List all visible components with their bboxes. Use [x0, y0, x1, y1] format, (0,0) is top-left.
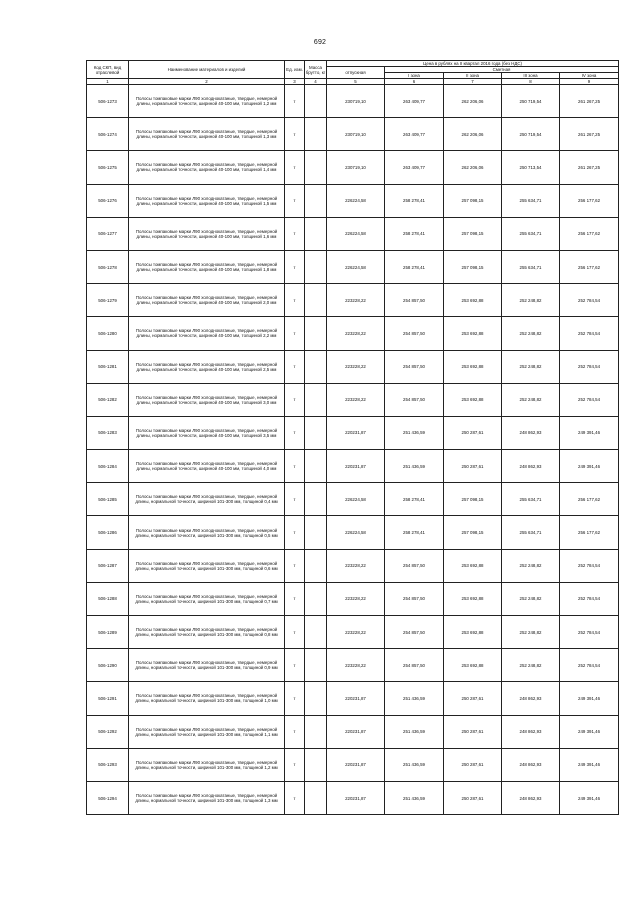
row-zone-1-price: 258 278,41: [385, 516, 444, 549]
row-release-price: 226224,58: [327, 483, 385, 516]
row-unit: т: [285, 184, 305, 217]
table-row: [87, 317, 619, 350]
row-zone-1-price: 263 409,77: [385, 151, 444, 184]
row-name: Полосы томпаковые марки Л90 холоднокатаные, твердые, немерной длины, нормальной точности, шириной 101-300 мм, толщиной 0,7 мм: [129, 582, 285, 615]
row-name: Полосы томпаковые марки Л90 холоднокатаные, твердые, немерной длины, нормальной точности, шириной 101-300 мм, толщиной 1,2 мм: [129, 748, 285, 781]
table-row: [87, 748, 619, 781]
table-row: [87, 616, 619, 649]
column-number: 5: [327, 79, 385, 85]
row-unit: т: [285, 118, 305, 151]
row-zone-3-price: 248 862,93: [502, 682, 560, 715]
row-mass: [305, 317, 327, 350]
row-zone-2-price: 257 098,15: [444, 184, 502, 217]
row-zone-4-price: 252 784,54: [560, 317, 619, 350]
row-mass: [305, 582, 327, 615]
row-zone-3-price: 255 634,71: [502, 184, 560, 217]
row-name: Полосы томпаковые марки Л90 холоднокатаные, твердые, немерной длины, нормальной точности, шириной 101-300 мм, толщиной 0,6 мм: [129, 549, 285, 582]
row-unit: т: [285, 582, 305, 615]
row-zone-4-price: 256 177,62: [560, 184, 619, 217]
table-header: [87, 61, 619, 85]
row-unit: т: [285, 383, 305, 416]
column-number: 3: [285, 79, 305, 85]
row-unit: т: [285, 748, 305, 781]
header-estimate: Сметная: [385, 67, 619, 73]
row-release-price: 220231,87: [327, 781, 385, 814]
table-row: [87, 217, 619, 250]
row-mass: [305, 383, 327, 416]
row-zone-2-price: 250 287,61: [444, 450, 502, 483]
row-zone-2-price: 253 692,88: [444, 616, 502, 649]
row-code: 506-1287: [87, 549, 129, 582]
table-row: [87, 516, 619, 549]
row-code: 506-1279: [87, 284, 129, 317]
row-zone-2-price: 253 692,88: [444, 317, 502, 350]
table-row: [87, 184, 619, 217]
row-mass: [305, 715, 327, 748]
header-zone-1: I зона: [385, 73, 444, 79]
row-unit: т: [285, 416, 305, 449]
row-mass: [305, 748, 327, 781]
row-mass: [305, 516, 327, 549]
row-name: Полосы томпаковые марки Л90 холоднокатаные, твердые, немерной длины, нормальной точности, шириной 40-100 мм, толщиной 3,0 мм: [129, 383, 285, 416]
table-row: [87, 483, 619, 516]
row-zone-4-price: 256 177,62: [560, 516, 619, 549]
row-code: 506-1294: [87, 781, 129, 814]
row-zone-2-price: 257 098,15: [444, 250, 502, 283]
row-release-price: 223228,22: [327, 383, 385, 416]
table-row: [87, 781, 619, 814]
row-zone-1-price: 251 436,59: [385, 715, 444, 748]
column-number: 1: [87, 79, 129, 85]
row-zone-4-price: 261 267,25: [560, 85, 619, 118]
row-zone-3-price: 250 719,54: [502, 85, 560, 118]
row-mass: [305, 549, 327, 582]
row-zone-4-price: 252 784,54: [560, 649, 619, 682]
column-number: 8: [502, 79, 560, 85]
table-row: [87, 649, 619, 682]
row-mass: [305, 217, 327, 250]
row-code: 506-1277: [87, 217, 129, 250]
row-zone-4-price: 249 391,46: [560, 715, 619, 748]
row-mass: [305, 250, 327, 283]
row-zone-3-price: 252 248,82: [502, 317, 560, 350]
row-zone-4-price: 252 784,54: [560, 549, 619, 582]
row-code: 506-1288: [87, 582, 129, 615]
row-name: Полосы томпаковые марки Л90 холоднокатаные, твердые, немерной длины, нормальной точности, шириной 40-100 мм, толщиной 3,5 мм: [129, 416, 285, 449]
row-code: 506-1275: [87, 151, 129, 184]
row-zone-3-price: 248 862,93: [502, 715, 560, 748]
row-release-price: 220231,87: [327, 682, 385, 715]
row-zone-1-price: 251 436,59: [385, 416, 444, 449]
row-zone-1-price: 251 436,59: [385, 450, 444, 483]
row-zone-3-price: 252 248,82: [502, 616, 560, 649]
row-unit: т: [285, 649, 305, 682]
row-unit: т: [285, 85, 305, 118]
row-zone-2-price: 253 692,88: [444, 383, 502, 416]
header-zone-4: IV зона: [560, 73, 619, 79]
row-unit: т: [285, 217, 305, 250]
header-price-group: Цена в рублях на II квартал 2016 года (без НДС): [327, 61, 619, 67]
row-unit: т: [285, 549, 305, 582]
row-zone-1-price: 263 409,77: [385, 85, 444, 118]
table-row: [87, 85, 619, 118]
row-code: 506-1281: [87, 350, 129, 383]
row-zone-4-price: 256 177,62: [560, 250, 619, 283]
row-code: 506-1280: [87, 317, 129, 350]
row-unit: т: [285, 450, 305, 483]
table-row: [87, 151, 619, 184]
row-zone-2-price: 257 098,15: [444, 483, 502, 516]
row-zone-2-price: 250 287,61: [444, 715, 502, 748]
row-release-price: 223228,22: [327, 616, 385, 649]
row-zone-1-price: 254 857,50: [385, 582, 444, 615]
row-name: Полосы томпаковые марки Л90 холоднокатаные, твердые, немерной длины, нормальной точности, шириной 40-100 мм, толщиной 2,0 мм: [129, 284, 285, 317]
row-zone-3-price: 255 634,71: [502, 217, 560, 250]
row-code: 506-1278: [87, 250, 129, 283]
row-mass: [305, 450, 327, 483]
row-release-price: 230719,10: [327, 151, 385, 184]
row-release-price: 226224,58: [327, 184, 385, 217]
column-number: 6: [385, 79, 444, 85]
row-name: Полосы томпаковые марки Л90 холоднокатаные, твердые, немерной длины, нормальной точности, шириной 101-300 мм, толщиной 1,0 мм: [129, 682, 285, 715]
header-name: Наименование материалов и изделий: [129, 61, 285, 79]
table-row: [87, 715, 619, 748]
table-row: [87, 682, 619, 715]
row-zone-2-price: 257 098,15: [444, 516, 502, 549]
row-name: Полосы томпаковые марки Л90 холоднокатаные, твердые, немерной длины, нормальной точности, шириной 101-300 мм, толщиной 1,3 мм: [129, 781, 285, 814]
row-zone-1-price: 263 409,77: [385, 118, 444, 151]
row-zone-2-price: 257 098,15: [444, 217, 502, 250]
row-zone-3-price: 252 248,82: [502, 350, 560, 383]
row-name: Полосы томпаковые марки Л90 холоднокатаные, твердые, немерной длины, нормальной точности, шириной 40-100 мм, толщиной 2,2 мм: [129, 317, 285, 350]
row-name: Полосы томпаковые марки Л90 холоднокатаные, твердые, немерной длины, нормальной точности, шириной 40-100 мм, толщиной 1,5 мм: [129, 184, 285, 217]
header-zone-3: III зона: [502, 73, 560, 79]
header-mass: Масса брутто, кг: [305, 61, 327, 79]
row-zone-4-price: 252 784,54: [560, 582, 619, 615]
row-name: Полосы томпаковые марки Л90 холоднокатаные, твердые, немерной длины, нормальной точности, шириной 40-100 мм, толщиной 1,6 мм: [129, 217, 285, 250]
column-number: 7: [444, 79, 502, 85]
row-mass: [305, 184, 327, 217]
row-zone-2-price: 262 206,06: [444, 118, 502, 151]
table-row: [87, 450, 619, 483]
table-row: [87, 549, 619, 582]
row-zone-2-price: 250 287,61: [444, 682, 502, 715]
row-release-price: 223228,22: [327, 549, 385, 582]
row-mass: [305, 682, 327, 715]
row-unit: т: [285, 350, 305, 383]
row-code: 506-1286: [87, 516, 129, 549]
row-unit: т: [285, 151, 305, 184]
row-zone-3-price: 248 862,93: [502, 416, 560, 449]
row-name: Полосы томпаковые марки Л90 холоднокатаные, твердые, немерной длины, нормальной точности, шириной 101-300 мм, толщиной 0,8 мм: [129, 616, 285, 649]
column-number: 2: [129, 79, 285, 85]
row-zone-2-price: 262 206,06: [444, 85, 502, 118]
row-zone-2-price: 250 287,61: [444, 781, 502, 814]
row-zone-4-price: 249 391,46: [560, 781, 619, 814]
row-zone-4-price: 252 784,54: [560, 383, 619, 416]
row-zone-2-price: 250 287,61: [444, 748, 502, 781]
table-body: [87, 85, 619, 815]
row-release-price: 223228,22: [327, 582, 385, 615]
row-code: 506-1276: [87, 184, 129, 217]
row-zone-1-price: 258 278,41: [385, 184, 444, 217]
row-name: Полосы томпаковые марки Л90 холоднокатаные, твердые, немерной длины, нормальной точности, шириной 101-300 мм, толщиной 0,9 мм: [129, 649, 285, 682]
row-zone-3-price: 252 248,82: [502, 582, 560, 615]
row-zone-4-price: 252 784,54: [560, 350, 619, 383]
row-unit: т: [285, 715, 305, 748]
table-row: [87, 582, 619, 615]
row-name: Полосы томпаковые марки Л90 холоднокатаные, твердые, немерной длины, нормальной точности, шириной 40-100 мм, толщиной 2,5 мм: [129, 350, 285, 383]
header-release: отпускная: [327, 67, 385, 79]
row-unit: т: [285, 250, 305, 283]
header-zone-2: II зона: [444, 73, 502, 79]
row-zone-1-price: 254 857,50: [385, 649, 444, 682]
row-zone-4-price: 249 391,46: [560, 416, 619, 449]
header-code: Код СКП, вид отраслевой: [87, 61, 129, 79]
row-release-price: 220231,87: [327, 416, 385, 449]
row-release-price: 220231,87: [327, 748, 385, 781]
row-zone-4-price: 256 177,62: [560, 483, 619, 516]
row-release-price: 230719,10: [327, 118, 385, 151]
row-zone-1-price: 254 857,50: [385, 317, 444, 350]
row-zone-3-price: 252 248,82: [502, 383, 560, 416]
row-release-price: 220231,87: [327, 450, 385, 483]
row-code: 506-1274: [87, 118, 129, 151]
table-row: [87, 383, 619, 416]
row-release-price: 223228,22: [327, 284, 385, 317]
row-release-price: 223228,22: [327, 649, 385, 682]
row-zone-3-price: 252 248,82: [502, 284, 560, 317]
row-mass: [305, 118, 327, 151]
row-zone-2-price: 253 692,88: [444, 284, 502, 317]
row-unit: т: [285, 781, 305, 814]
row-release-price: 220231,87: [327, 715, 385, 748]
row-code: 506-1290: [87, 649, 129, 682]
row-zone-4-price: 261 267,25: [560, 151, 619, 184]
column-number: 9: [560, 79, 619, 85]
row-mass: [305, 483, 327, 516]
table-row: [87, 416, 619, 449]
row-name: Полосы томпаковые марки Л90 холоднокатаные, твердые, немерной длины, нормальной точности, шириной 101-300 мм, толщиной 1,1 мм: [129, 715, 285, 748]
row-zone-2-price: 253 692,88: [444, 582, 502, 615]
row-unit: т: [285, 317, 305, 350]
row-zone-3-price: 248 862,93: [502, 748, 560, 781]
row-code: 506-1291: [87, 682, 129, 715]
row-zone-2-price: 262 206,06: [444, 151, 502, 184]
row-unit: т: [285, 682, 305, 715]
row-zone-4-price: 256 177,62: [560, 217, 619, 250]
row-code: 506-1292: [87, 715, 129, 748]
table-row: [87, 284, 619, 317]
row-mass: [305, 151, 327, 184]
row-unit: т: [285, 483, 305, 516]
row-zone-3-price: 250 713,54: [502, 151, 560, 184]
row-unit: т: [285, 616, 305, 649]
row-code: 506-1283: [87, 416, 129, 449]
row-zone-3-price: 250 719,54: [502, 118, 560, 151]
row-zone-1-price: 251 436,59: [385, 781, 444, 814]
row-release-price: 226224,58: [327, 217, 385, 250]
table-row: [87, 350, 619, 383]
row-zone-1-price: 251 436,59: [385, 682, 444, 715]
row-zone-4-price: 252 784,54: [560, 616, 619, 649]
row-zone-1-price: 251 436,59: [385, 748, 444, 781]
row-name: Полосы томпаковые марки Л90 холоднокатаные, твердые, немерной длины, нормальной точности, шириной 101-300 мм, толщиной 0,5 мм: [129, 516, 285, 549]
row-zone-3-price: 248 862,93: [502, 450, 560, 483]
row-code: 506-1285: [87, 483, 129, 516]
row-mass: [305, 616, 327, 649]
row-zone-1-price: 258 278,41: [385, 483, 444, 516]
page-number: 692: [313, 39, 327, 46]
row-mass: [305, 649, 327, 682]
column-number: 4: [305, 79, 327, 85]
row-name: Полосы томпаковые марки Л90 холоднокатаные, твердые, немерной длины, нормальной точности, шириной 40-100 мм, толщиной 1,4 мм: [129, 151, 285, 184]
row-zone-1-price: 258 278,41: [385, 250, 444, 283]
row-zone-1-price: 254 857,50: [385, 350, 444, 383]
row-mass: [305, 85, 327, 118]
row-zone-2-price: 253 692,88: [444, 649, 502, 682]
row-zone-3-price: 255 634,71: [502, 483, 560, 516]
row-code: 506-1273: [87, 85, 129, 118]
row-zone-1-price: 254 857,50: [385, 549, 444, 582]
row-mass: [305, 350, 327, 383]
row-zone-4-price: 252 784,54: [560, 284, 619, 317]
row-zone-4-price: 249 391,46: [560, 450, 619, 483]
table-row: [87, 250, 619, 283]
row-release-price: 223228,22: [327, 350, 385, 383]
row-unit: т: [285, 284, 305, 317]
row-name: Полосы томпаковые марки Л90 холоднокатаные, твердые, немерной длины, нормальной точности, шириной 40-100 мм, толщиной 4,0 мм: [129, 450, 285, 483]
row-release-price: 230719,10: [327, 85, 385, 118]
row-code: 506-1293: [87, 748, 129, 781]
price-table: [86, 60, 619, 815]
table-row: [87, 118, 619, 151]
row-name: Полосы томпаковые марки Л90 холоднокатаные, твердые, немерной длины, нормальной точности, шириной 40-100 мм, толщиной 1,2 мм: [129, 85, 285, 118]
row-zone-4-price: 249 391,46: [560, 748, 619, 781]
header-unit: Ед. изм.: [285, 61, 305, 79]
row-name: Полосы томпаковые марки Л90 холоднокатаные, твердые, немерной длины, нормальной точности, шириной 40-100 мм, толщиной 1,3 мм: [129, 118, 285, 151]
row-mass: [305, 284, 327, 317]
row-zone-4-price: 249 391,46: [560, 682, 619, 715]
row-code: 506-1289: [87, 616, 129, 649]
row-zone-1-price: 254 857,50: [385, 616, 444, 649]
row-zone-2-price: 253 692,88: [444, 549, 502, 582]
row-name: Полосы томпаковые марки Л90 холоднокатаные, твердые, немерной длины, нормальной точности, шириной 40-100 мм, толщиной 1,8 мм: [129, 250, 285, 283]
row-zone-1-price: 258 278,41: [385, 217, 444, 250]
row-zone-1-price: 254 857,50: [385, 284, 444, 317]
row-release-price: 226224,58: [327, 250, 385, 283]
row-zone-3-price: 255 634,71: [502, 516, 560, 549]
row-zone-3-price: 252 248,82: [502, 649, 560, 682]
row-code: 506-1282: [87, 383, 129, 416]
row-mass: [305, 416, 327, 449]
row-zone-3-price: 248 862,93: [502, 781, 560, 814]
row-zone-2-price: 250 287,61: [444, 416, 502, 449]
row-unit: т: [285, 516, 305, 549]
row-zone-4-price: 261 267,25: [560, 118, 619, 151]
row-zone-3-price: 252 248,82: [502, 549, 560, 582]
row-zone-2-price: 253 692,88: [444, 350, 502, 383]
row-release-price: 226224,58: [327, 516, 385, 549]
row-name: Полосы томпаковые марки Л90 холоднокатаные, твердые, немерной длины, нормальной точности, шириной 101-300 мм, толщиной 0,4 мм: [129, 483, 285, 516]
row-zone-1-price: 254 857,50: [385, 383, 444, 416]
row-mass: [305, 781, 327, 814]
row-release-price: 223228,22: [327, 317, 385, 350]
row-code: 506-1284: [87, 450, 129, 483]
row-zone-3-price: 255 634,71: [502, 250, 560, 283]
